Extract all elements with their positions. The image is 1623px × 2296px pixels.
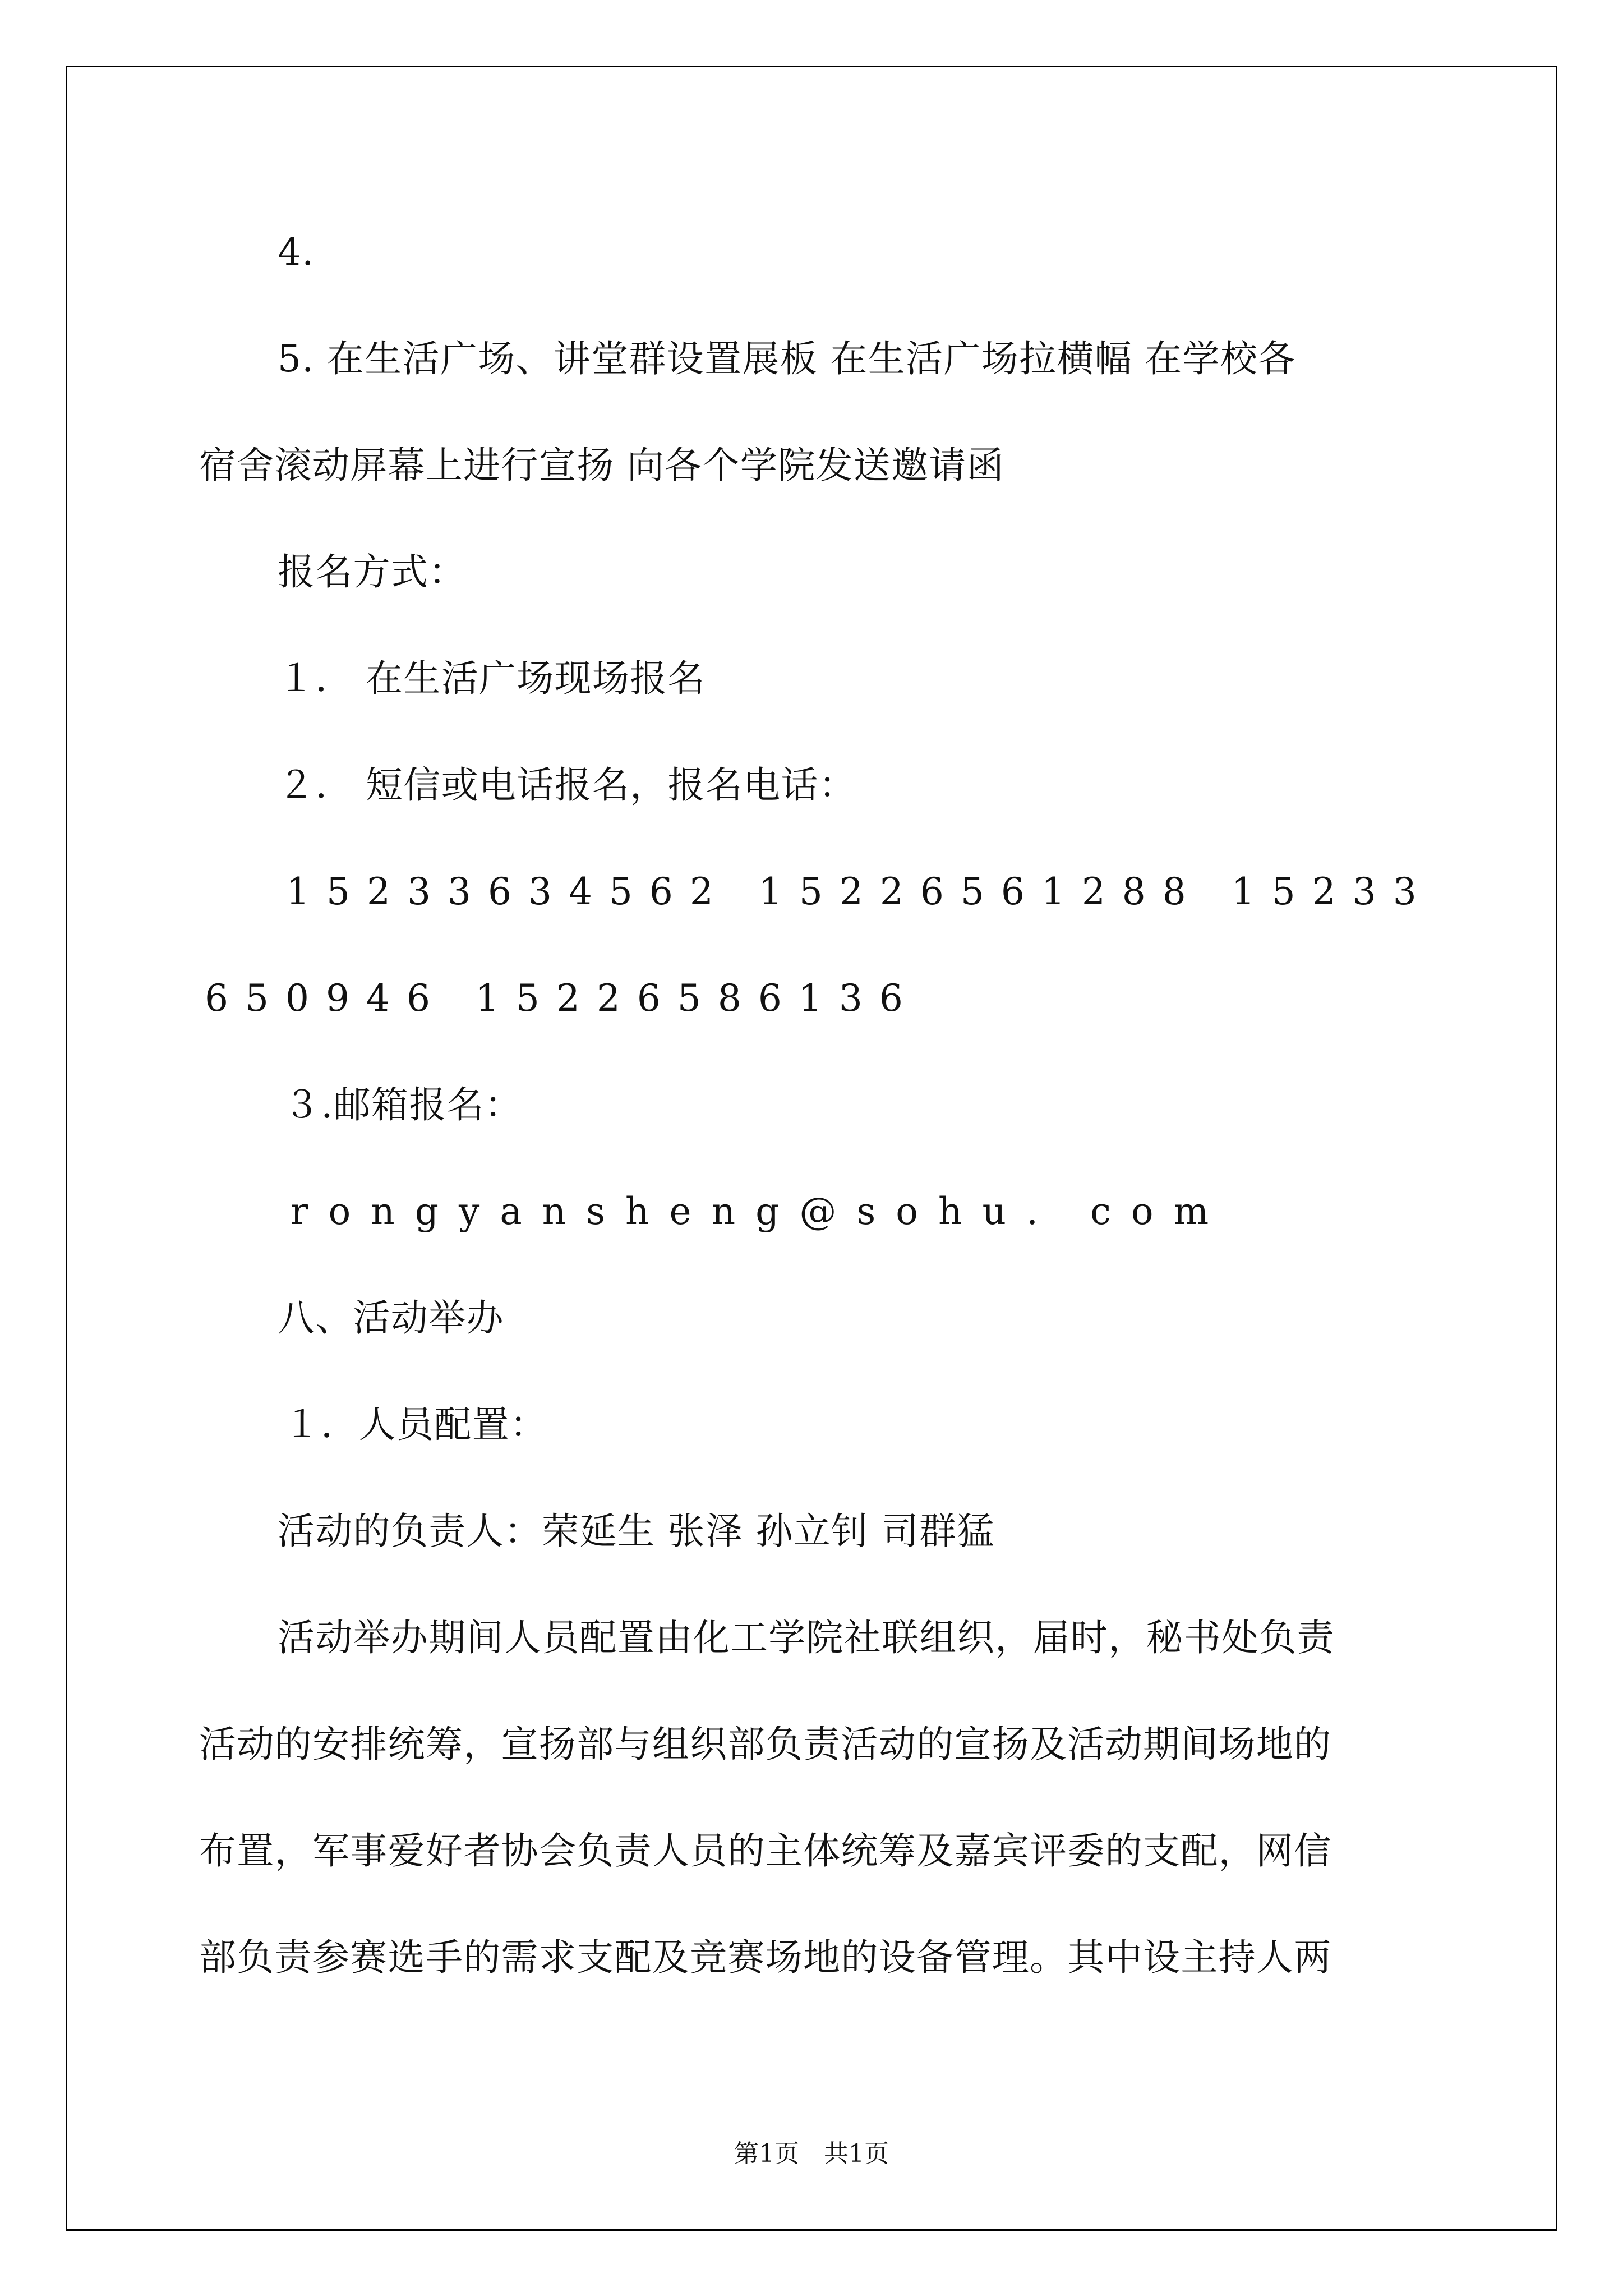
page-footer: 第1页 共1页	[734, 2139, 889, 2168]
paragraph-line-2: 5. 在生活广场、讲堂群设置展板 在生活广场拉横幅 在学校各	[278, 337, 1296, 380]
paragraph-line-5: １． 在生活广场现场报名	[278, 657, 706, 700]
paragraph-line-13: 活动的负责人：荣延生 张泽 孙立钊 司群猛	[278, 1510, 995, 1553]
section-heading: 八、活动举办	[278, 1296, 504, 1340]
email-address: rongyansheng@sohu. com	[291, 1190, 1229, 1233]
phone-numbers-line-1: 15233634562 15226561288 15233	[286, 870, 1433, 913]
paragraph-line-17: 部负责参赛选手的需求支配及竞赛场地的设备管理。其中设主持人两	[199, 1936, 1332, 1979]
paragraph-line-15: 活动的安排统筹，宣扬部与组织部负责活动的宣扬及活动期间场地的	[199, 1723, 1332, 1766]
paragraph-line-16: 布置，军事爱好者协会负责人员的主体统筹及嘉宾评委的支配，网信	[199, 1829, 1332, 1872]
paragraph-line-4: 报名方式：	[278, 550, 467, 593]
paragraph-line-6: ２． 短信或电话报名，报名电话：	[278, 763, 857, 807]
phone-numbers-line-2: 650946 15226586136	[205, 977, 920, 1020]
paragraph-line-3: 宿舍滚动屏幕上进行宣扬 向各个学院发送邀请函	[199, 444, 1005, 487]
paragraph-line-14: 活动举办期间人员配置由化工学院社联组织，届时，秘书处负责	[278, 1616, 1335, 1659]
paragraph-line-1: 4.	[278, 231, 315, 274]
paragraph-line-9: ３.邮箱报名：	[283, 1083, 523, 1126]
paragraph-line-12: １．人员配置：	[283, 1403, 548, 1446]
page-border	[66, 66, 1557, 2231]
